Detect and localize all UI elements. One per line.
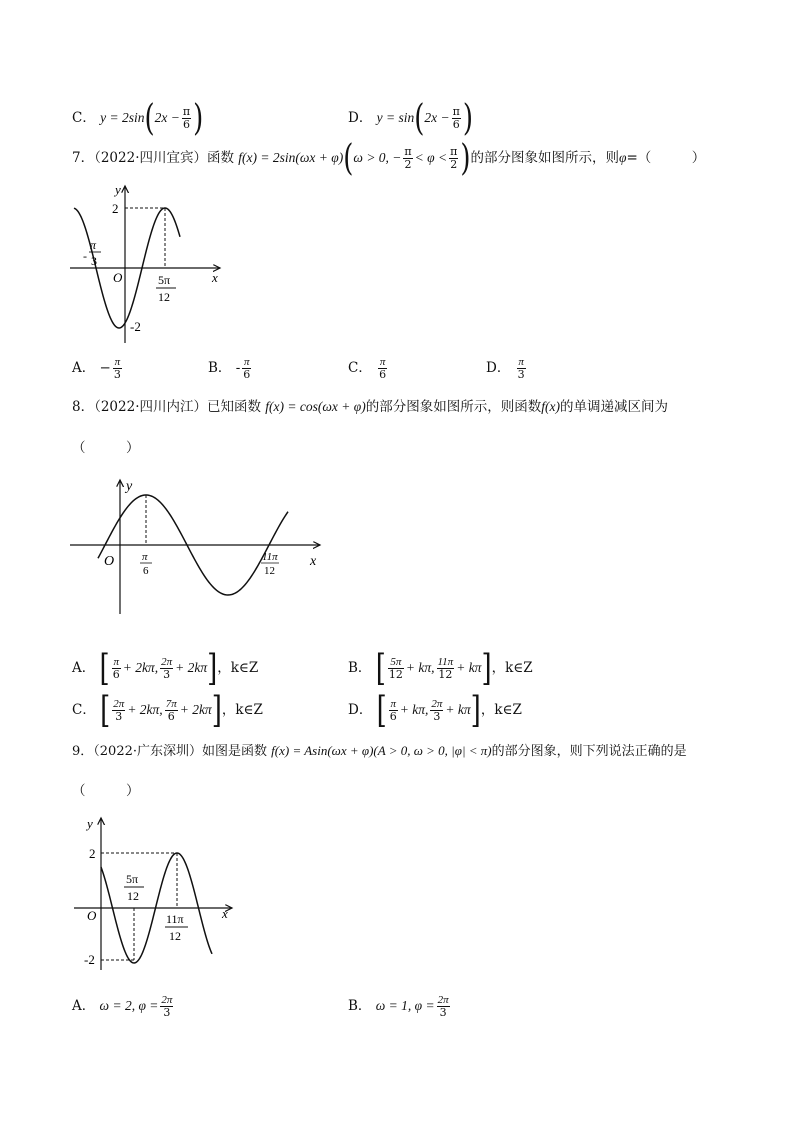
- right-paren: ): [193, 97, 204, 140]
- fraction: $\frac{\pi}{6}$: [182, 105, 191, 131]
- x-label: x: [222, 906, 228, 921]
- q8-option-a[interactable]: A． [ $\frac{\pi}{6}$ + 2kπ, $\frac{2\pi}{3}$ + 2kπ]，k∈Z: [72, 647, 259, 690]
- stem-text-2: 的部分图象如图所示，则函数: [365, 399, 542, 415]
- fraction: $\frac{\pi}{6}$: [243, 356, 251, 381]
- q9-option-b[interactable]: [348, 994, 452, 1019]
- left-tick-den: 3: [91, 254, 97, 268]
- min-label: -2: [84, 952, 95, 967]
- option-label: B．: [348, 660, 372, 676]
- t1-num: π: [142, 551, 148, 563]
- t1-den: 6: [143, 565, 149, 577]
- option-sign: −: [99, 360, 111, 376]
- fraction: $\frac{\pi}{2}$: [450, 145, 458, 171]
- q6-option-d[interactable]: [348, 97, 474, 140]
- function-expr: f(x) = Asin(ωx + φ)(A > 0, ω > 0, |φ| < π): [271, 743, 492, 758]
- q7-option-b[interactable]: [208, 356, 253, 381]
- q9-option-a[interactable]: [72, 994, 175, 1019]
- option-arg: 2x −: [154, 110, 180, 125]
- option-expr: y = 2sin: [100, 110, 145, 125]
- q8-option-c[interactable]: C． [ $\frac{2\pi}{3}$ + 2kπ, $\frac{7\pi}{6}$ + 2kπ]，k∈Z: [72, 689, 263, 732]
- stem-text-2: 的部分图象如图所示，则: [470, 150, 619, 166]
- stem-text: 如图是函数: [202, 744, 268, 759]
- left-tick-num: π: [90, 238, 97, 252]
- t2-num: 11π: [166, 912, 184, 926]
- fraction: $\frac{\pi}{6}$: [379, 356, 387, 381]
- q7-graph: [60, 178, 240, 348]
- q7-option-c[interactable]: [348, 356, 389, 381]
- fraction: $\frac{\pi}{3}$: [113, 356, 121, 381]
- q8-answer-paren: （ ）: [72, 440, 140, 456]
- right-tick-den: 12: [158, 290, 170, 304]
- function-expr-2: f(x): [541, 399, 560, 414]
- question-source: （2022·四川宜宾）: [94, 150, 207, 166]
- stem-text-2: 的部分图象，则下列说法正确的是: [491, 744, 687, 759]
- max-label: 2: [112, 201, 119, 216]
- fraction: $\frac{\pi}{2}$: [404, 145, 412, 171]
- q7-stem: [72, 137, 706, 180]
- t1-den: 12: [127, 889, 139, 903]
- left-paren: (: [343, 137, 354, 180]
- max-label: 2: [89, 846, 96, 861]
- right-paren: ): [460, 137, 471, 180]
- option-label: D．: [348, 702, 373, 718]
- answer-paren: =（ ）: [626, 150, 706, 166]
- q9-answer-paren: （ ）: [72, 783, 140, 799]
- y-label: y: [87, 816, 93, 831]
- fraction: $\frac{\pi}{6}$: [452, 105, 460, 131]
- option-arg: 2x −: [424, 110, 450, 125]
- origin-label: O: [87, 908, 97, 923]
- right-paren: ): [462, 97, 474, 140]
- x-label: x: [310, 554, 317, 569]
- q8-option-b[interactable]: B． [ $\frac{5\pi}{12}$ + kπ, $\frac{11\pi}{12}$ + kπ]，k∈Z: [348, 647, 533, 690]
- x-label: x: [212, 270, 218, 285]
- q9-graph: [70, 812, 250, 972]
- q7-option-d[interactable]: [486, 356, 528, 381]
- left-paren: (: [414, 97, 425, 140]
- question-number: 9．: [72, 744, 94, 759]
- option-label: A．: [72, 998, 96, 1014]
- q8-stem: [72, 397, 668, 417]
- fraction: $\frac{2\pi}{3}$: [161, 994, 173, 1019]
- left-paren: (: [144, 97, 155, 140]
- option-label: D．: [348, 110, 373, 126]
- t2-den: 12: [169, 929, 181, 943]
- q9-stem: [72, 741, 687, 762]
- t2-num: 11π: [262, 551, 278, 563]
- option-label: B．: [348, 998, 372, 1014]
- option-label: D．: [486, 360, 511, 376]
- option-label: A．: [72, 360, 96, 376]
- y-label: y: [126, 479, 133, 494]
- option-label: C．: [72, 702, 96, 718]
- option-label: A．: [72, 660, 96, 676]
- t1-num: 5π: [126, 872, 139, 886]
- q7-option-a[interactable]: [72, 356, 124, 381]
- option-expr: ω = 1, φ =: [375, 998, 435, 1013]
- fraction: $\frac{2\pi}{3}$: [437, 994, 449, 1019]
- min-label: -2: [130, 319, 141, 334]
- stem-text: 已知函数: [207, 399, 261, 415]
- right-tick-num: 5π: [158, 273, 171, 287]
- fraction: $\frac{\pi}{3}$: [517, 356, 525, 381]
- t2-den: 12: [264, 565, 275, 577]
- origin-label: O: [104, 554, 115, 569]
- condition-expr-2: < φ <: [414, 150, 448, 165]
- question-source: （2022·四川内江）: [94, 399, 207, 415]
- left-tick-sign: -: [83, 249, 87, 263]
- option-label: C．: [348, 360, 372, 376]
- option-sign: -: [235, 360, 241, 376]
- option-expr: y = sin: [376, 110, 415, 125]
- option-label: C．: [72, 110, 96, 126]
- y-label: y: [115, 182, 121, 197]
- option-label: B．: [208, 360, 232, 376]
- phi-symbol: φ: [619, 150, 627, 165]
- q6-option-c[interactable]: [72, 97, 204, 140]
- condition-expr: ω > 0, −: [353, 150, 402, 165]
- q8-option-d[interactable]: D． [ $\frac{\pi}{6}$ + kπ, $\frac{2\pi}{3}$ + kπ]，k∈Z: [348, 689, 522, 732]
- q8-graph: [66, 474, 330, 620]
- stem-text-3: 的单调递减区间为: [559, 399, 668, 415]
- function-expr: f(x) = 2sin(ωx + φ): [238, 150, 344, 165]
- question-source: （2022·广东深圳）: [93, 744, 202, 759]
- stem-text: 函数: [207, 150, 234, 166]
- origin-label: O: [113, 270, 123, 285]
- question-number: 8．: [72, 399, 95, 415]
- function-expr: f(x) = cos(ωx + φ): [265, 399, 366, 414]
- option-expr: ω = 2, φ =: [99, 998, 159, 1013]
- question-number: 7．: [72, 150, 95, 166]
